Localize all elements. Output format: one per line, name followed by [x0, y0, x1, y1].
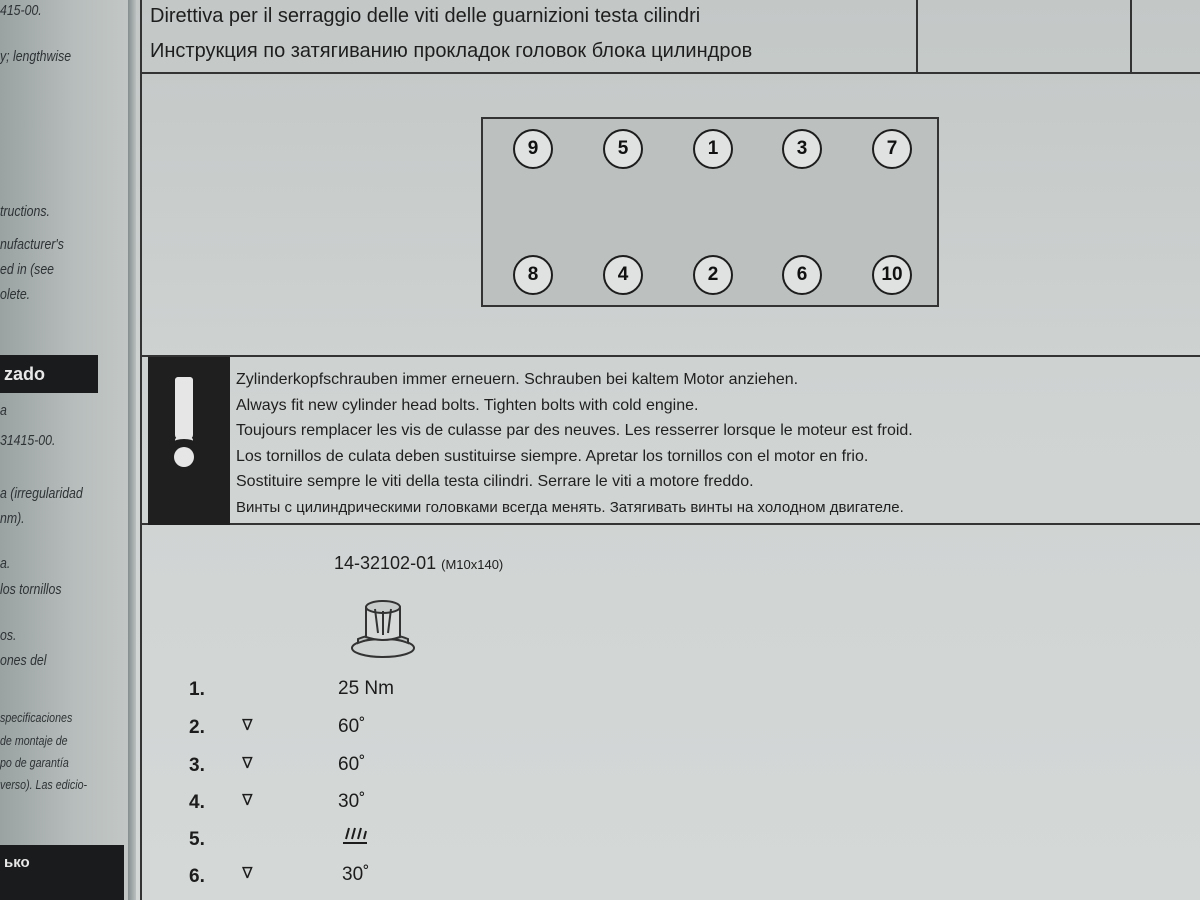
section-rule	[140, 355, 1200, 357]
cylinder-head-diagram	[481, 117, 939, 307]
bolt-position: 6	[782, 255, 822, 295]
bolt-position: 1	[693, 129, 733, 169]
header-divider	[1130, 0, 1132, 74]
angle-arrow-icon: ⊲	[237, 754, 258, 771]
step-value: 30˚	[338, 791, 366, 812]
left-text-line: 415-00.	[0, 2, 42, 19]
step-number: 5.	[189, 829, 205, 850]
bolt-position: 8	[513, 255, 553, 295]
step-value: 60˚	[338, 754, 366, 775]
step-number: 1.	[189, 679, 205, 700]
left-text-line: a (irregularidad	[0, 485, 83, 502]
left-text-line: olete.	[0, 286, 31, 303]
step-number: 2.	[189, 717, 205, 738]
title-italian: Direttiva per il serraggio delle viti delle guarnizioni testa cilindri	[150, 5, 701, 27]
left-text-line: ones del	[0, 652, 47, 669]
left-text-line: de montaje de	[0, 733, 68, 748]
left-heading-block: zado	[0, 355, 98, 393]
left-text-line: po de garantía	[0, 755, 69, 770]
bolt-position: 2	[693, 255, 733, 295]
heat-icon	[343, 825, 367, 845]
part-spec: (M10x140)	[441, 557, 504, 572]
warning-bar	[148, 357, 230, 525]
left-text-line: nufacturer's	[0, 236, 64, 253]
bolt-position: 3	[782, 129, 822, 169]
step-value: 25 Nm	[338, 678, 394, 699]
left-text-line: specificaciones	[0, 710, 73, 725]
left-text-line: ed in (see	[0, 261, 55, 278]
bolt-position: 5	[603, 129, 643, 169]
part-number-line	[334, 553, 503, 574]
left-text-line: a.	[0, 555, 11, 572]
title-russian: Инструкция по затягиванию прокладок головок блока цилиндров	[150, 40, 753, 62]
bolt-position: 7	[872, 129, 912, 169]
left-page	[0, 0, 136, 900]
bolt-icon	[348, 595, 418, 661]
left-text-line: 31415-00.	[0, 432, 56, 449]
bolt-position: 9	[513, 129, 553, 169]
left-text-line: los tornillos	[0, 581, 62, 598]
left-text-line: verso). Las edicio-	[0, 777, 88, 792]
step-value: 60˚	[338, 716, 366, 737]
instruction-page	[136, 0, 1200, 900]
left-text-line: tructions.	[0, 203, 50, 220]
step-value: 30˚	[342, 864, 370, 885]
warning-line-en: Always fit new cylinder head bolts. Tighten bolts with cold engine.	[236, 397, 699, 414]
angle-arrow-icon: ⊲	[237, 864, 258, 881]
warning-line-fr: Toujours remplacer les vis de culasse par des neuves. Les resserrer lorsque le moteur est froid.	[236, 422, 913, 439]
part-number: 14-32102-01	[334, 553, 437, 573]
angle-arrow-icon: ⊲	[237, 791, 258, 808]
left-text-line: a	[0, 402, 7, 419]
bolt-position: 10	[872, 255, 912, 295]
angle-arrow-icon: ⊲	[237, 716, 258, 733]
step-number: 3.	[189, 755, 205, 776]
warning-line-de: Zylinderkopfschrauben immer erneuern. Schrauben bei kaltem Motor anziehen.	[236, 371, 799, 388]
bolt-position: 4	[603, 255, 643, 295]
header-rule	[140, 72, 1200, 74]
left-text-line: nm).	[0, 510, 25, 527]
warning-line-it: Sostituire sempre le viti della testa cilindri. Serrare le viti a motore freddo.	[236, 473, 754, 490]
left-heading-block: ько	[0, 845, 124, 900]
left-border	[140, 0, 142, 900]
left-text-line: os.	[0, 627, 17, 644]
left-text-line: y; lengthwise	[0, 48, 72, 65]
header-divider	[916, 0, 918, 74]
step-number: 6.	[189, 866, 205, 887]
warning-line-ru: Винты с цилиндрическими головками всегда менять. Затягивать винты на холодном двигателе.	[236, 499, 904, 516]
exclamation-icon	[148, 357, 230, 525]
step-number: 4.	[189, 792, 205, 813]
section-rule	[140, 523, 1200, 525]
warning-line-es: Los tornillos de culata deben sustituirse siempre. Apretar los tornillos con el motor en frio.	[236, 448, 869, 465]
